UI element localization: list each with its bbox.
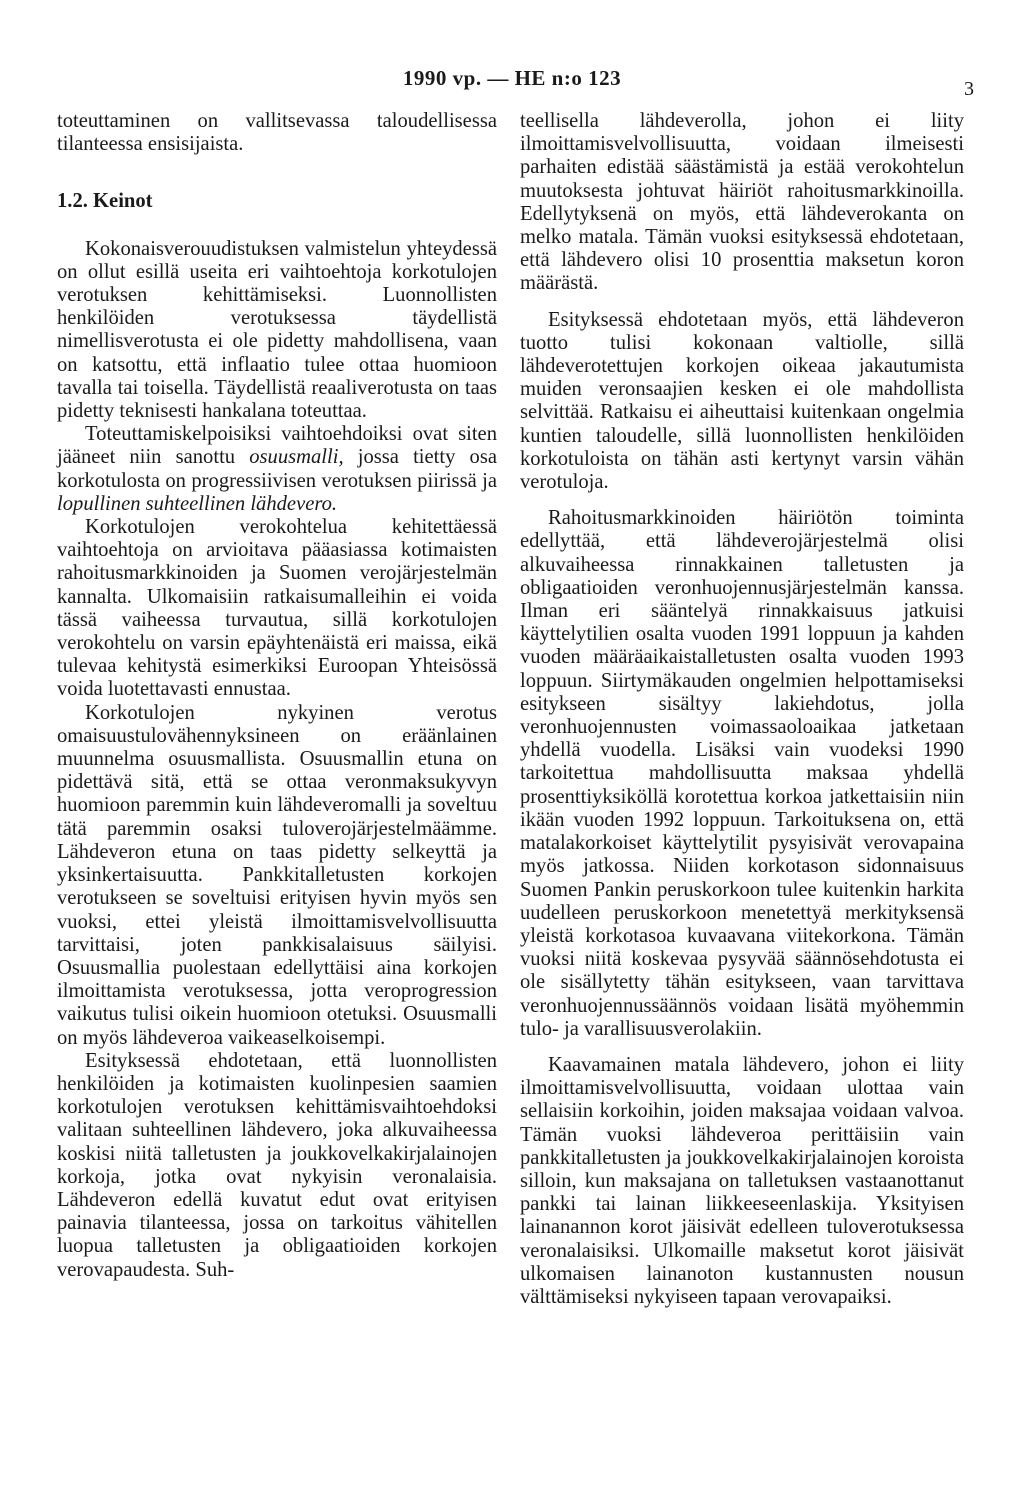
- italic-term: osuusmalli,: [249, 446, 344, 469]
- page-number: 3: [964, 78, 974, 100]
- paragraph: toteuttaminen on vallitsevassa taloudellisessa tilanteessa ensisijaista.: [57, 110, 497, 156]
- italic-term: lopullinen suhteellinen lähdevero.: [57, 492, 338, 515]
- right-column: [520, 110, 964, 1309]
- paragraph: teellisella lähdeverolla, johon ei liity ilmoittamisvelvollisuutta, voidaan ilmeisesti parhaiten edistää säästämistä ja estää verokohtelun muutoksesta johtuvat häiriöt rahoitusmarkkinoilla. Edellytyksenä on myös, että lähdeverokanta on melko matala. Tämän vuoksi esityksessä ehdotetaan, että lähdevero olisi 10 prosenttia maksetun koron määrästä.: [520, 110, 964, 295]
- text-span: jossa tietty osa korkotulosta on progressiivisen verotuksen piirissä ja: [57, 446, 497, 492]
- text-span: Toteuttamiskelpoisiksi vaihtoehdoiksi ovat siten jääneet niin sanottu: [57, 423, 497, 469]
- paragraph: [57, 423, 497, 516]
- left-column: [57, 110, 497, 1282]
- paragraph: Korkotulojen nykyinen verotus omaisuustulovähennyksineen on eräänlainen muunnelma osuusmallista. Osuusmallin etuna on pidettävä sitä, että se ottaa veronmaksukyvyn huomioon paremmin kuin lähdeveromalli ja soveltuu tätä paremmin osaksi tuloverojärjestelmäämme. Lähdeveron etuna on taas pidetty selkeyttä ja yksinkertaisuutta. Pankkitalletusten korkojen verotukseen se soveltuisi erityisen hyvin myös sen vuoksi, ettei yleistä ilmoittamisvelvollisuutta tarvittaisi, joten pankkisalaisuus säilyisi. Osuusmallia puolestaan edellyttäisi aina korkojen ilmoittamista verotuksessa, jotta veroprogression vaikutus tulisi oikein huomioon otetuksi. Osuusmalli on myös lähdeveroa vaikeaselkoisempi.: [57, 701, 497, 1049]
- page-header: [0, 66, 1024, 100]
- section-heading: 1.2. Keinot: [57, 190, 153, 213]
- paragraph: Kokonaisverouudistuksen valmistelun yhteydessä on ollut esillä useita eri vaihtoehtoja korkotulojen verotuksen kehittämiseksi. Luonnollisten henkilöiden verotuksessa täydellistä nimellisverotusta ei ole pidetty mahdollisena, vaan on katsottu, että inflaatio tulee ottaa huomioon tavalla tai toisella. Täydellistä reaaliverotusta on taas pidetty teknisesti hankalana toteuttaa.: [57, 237, 497, 423]
- paragraph: Esityksessä ehdotetaan myös, että lähdeveron tuotto tulisi kokonaan valtiolle, sillä lähdeverotettujen korkojen oikeaa jakautumista muiden veronsaajien kesken ei ole mahdollista selvittää. Ratkaisu ei aiheuttaisi kuitenkaan ongelmia kuntien taloudelle, sillä luonnollisten henkilöiden korkotuloista on tähän asti kertynyt varsin vähän verotuloja.: [520, 308, 964, 494]
- document-reference: 1990 vp. — HE n:o 123: [402, 66, 622, 90]
- paragraph: Rahoitusmarkkinoiden häiriötön toiminta edellyttää, että lähdeverojärjestelmä olisi alkuvaiheessa rinnakkainen talletusten ja obligaatioiden veronhuojennusjärjestelmän kanssa. Ilman eri sääntelyä rinnakkaisuus jatkuisi käyttelytilien osalta vuoden 1991 loppuun ja kahden vuoden määräaikaistalletusten osalta vuoden 1993 loppuun. Siirtymäkauden ongelmien helpottamiseksi esitykseen sisältyy lakiehdotus, jolla veronhuojennusten voimassaoloaikaa jatketaan yhdellä vuodella. Lisäksi vain vuodeksi 1990 tarkoitettua mahdollisuutta maksaa yhdellä prosenttiyksiköllä korotettua korkoa jatkettaisiin niin ikään vuoden 1992 loppuun. Tarkoituksena on, että matalakorkoiset käyttelytilit pysyisivät verovapaina myös jatkossa. Niiden korkotason sidonnaisuus Suomen Pankin peruskorkoon tulee kuitenkin harkita uudelleen peruskorkoon menetettyä merkityksensä yleistä korkotasoa kuvaavana viitekorkona. Tämän vuoksi niitä koskevaa pysyvää säännösehdotusta ei ole sisällytetty tähän esitykseen, vaan tarvittava veronhuojennussäännös voidaan lisätä myöhemmin tulo- ja varallisuusverolakiin.: [520, 507, 964, 1040]
- paragraph: Korkotulojen verokohtelua kehitettäessä vaihtoehtoja on arvioitava pääasiassa kotimaisten rahoitusmarkkinoiden ja Suomen verojärjestelmän kannalta. Ulkomaisiin ratkaisumalleihin ei voida tässä vaiheessa turvautua, sillä korkotulojen verokohtelu on varsin epäyhtenäistä eri maissa, eikä tulevaa kehitystä esimerkiksi Euroopan Yhteisössä voida luotettavasti ennustaa.: [57, 516, 497, 701]
- paragraph: Esityksessä ehdotetaan, että luonnollisten henkilöiden ja kotimaisten kuolinpesien saamien korkotulojen verotuksen kehittämisvaihtoehdoksi valitaan suhteellinen lähdevero, joka alkuvaiheessa koskisi niitä talletusten ja joukkovelkakirjalainojen korkoja, jotka ovat nykyisin veronalaisia. Lähdeveron edellä kuvatut edut ovat erityisen painavia tilanteessa, jossa on tarkoitus vähitellen luopua talletusten ja obligaatioiden korkojen verovapaudesta. Suh-: [57, 1049, 497, 1281]
- paragraph: Kaavamainen matala lähdevero, johon ei liity ilmoittamisvelvollisuutta, voidaan ulottaa vain sellaisiin korkoihin, joiden maksajaa voidaan valvoa. Tämän vuoksi lähdeveroa perittäisiin vain pankkitalletusten ja joukkovelkakirjalainojen koroista silloin, kun maksajana on talletuksen vastaanottanut pankki tai lainan liikkeeseenlaskija. Yksityisen lainanannon korot jäisivät edelleen tuloverotuksessa veronalaisiksi. Ulkomaille maksetut korot jäisivät ulkomaisen lainanoton kustannusten nousun välttämiseksi nykyiseen tapaan verovapaiksi.: [520, 1053, 964, 1308]
